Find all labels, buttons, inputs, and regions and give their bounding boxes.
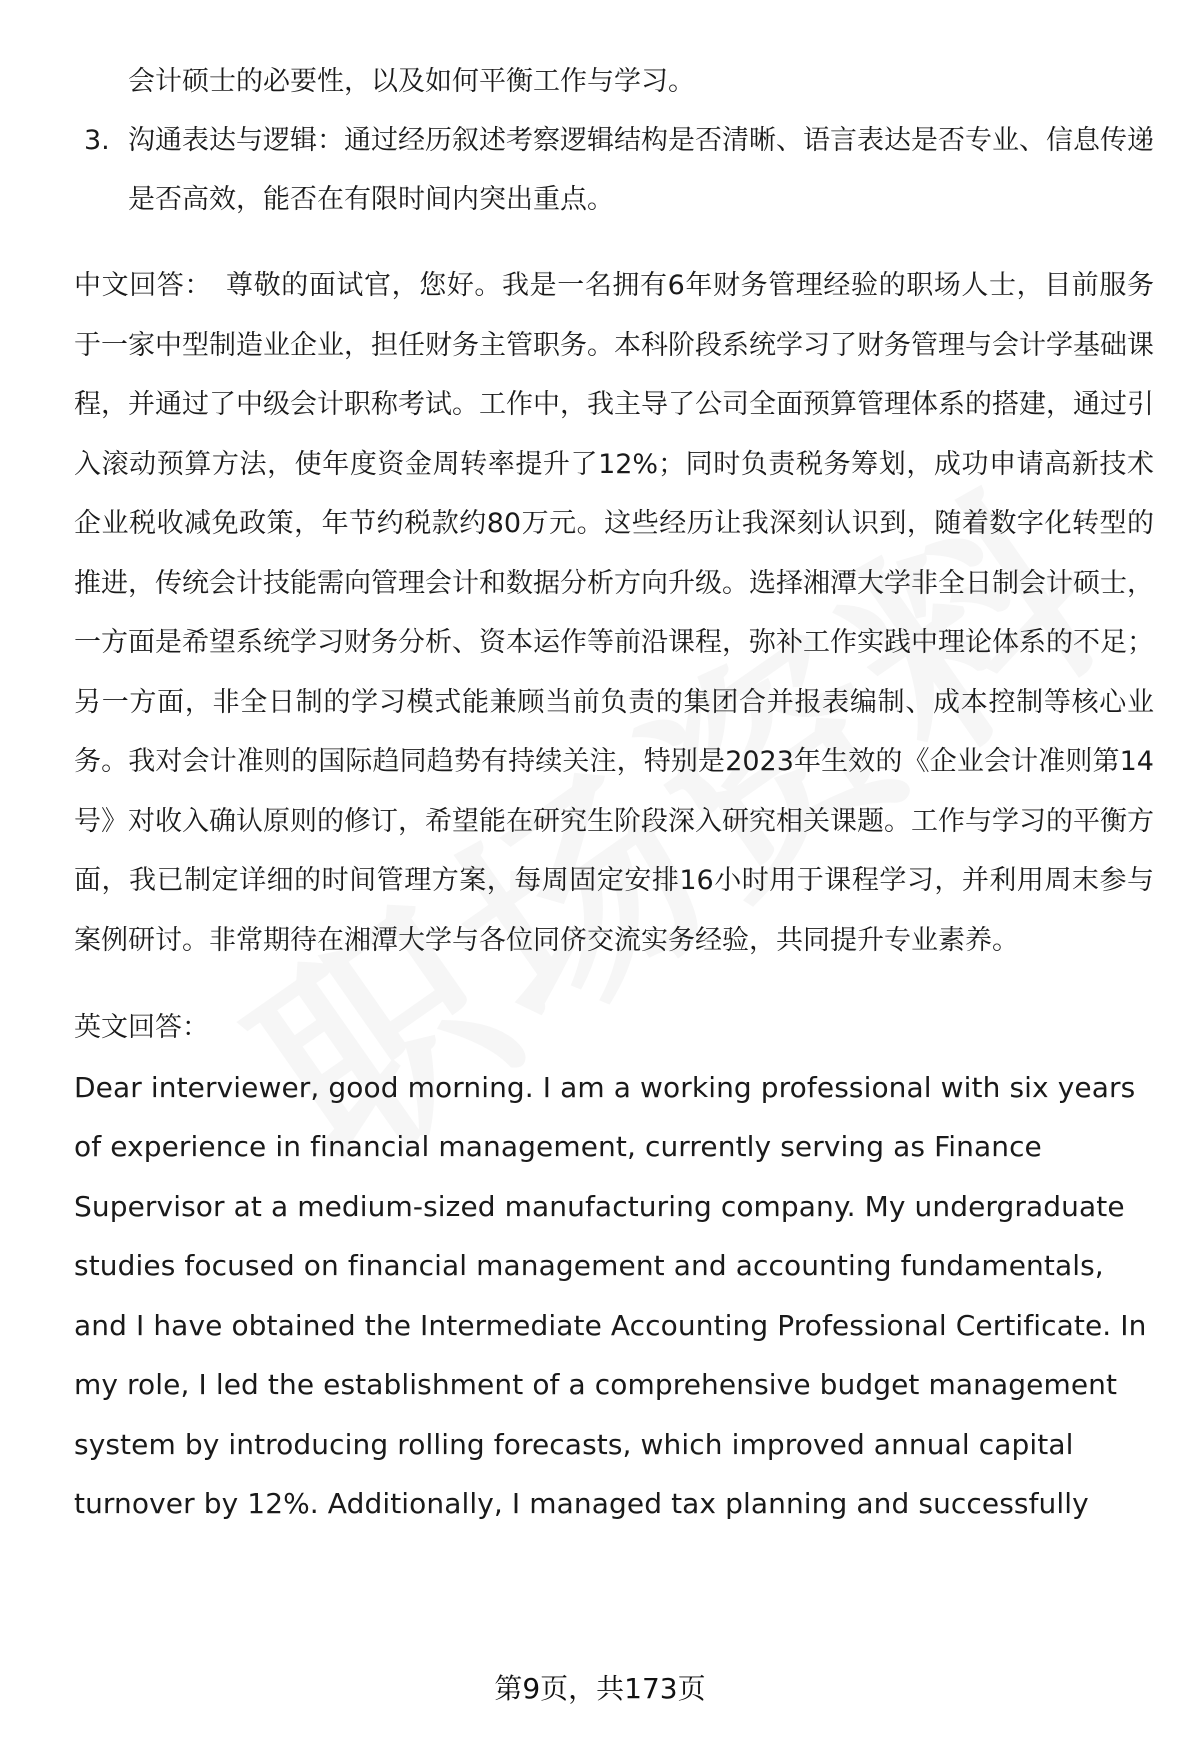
chinese-answer-paragraph	[74, 256, 1154, 970]
page-content	[74, 52, 1154, 1534]
english-answer-label: 英文回答：	[74, 1012, 209, 1043]
list-continuation-text: 会计硕士的必要性，以及如何平衡工作与学习。	[128, 66, 695, 97]
list-item-text: 沟通表达与逻辑：通过经历叙述考察逻辑结构是否清晰、语言表达是否专业、信息传递是否高效，能否在有限时间内突出重点。	[128, 125, 1154, 215]
english-answer-text: Dear interviewer, good morning. I am a working professional with six years of experience in financial management, currently serving as Finance Supervisor at a medium-sized manufacturing company. My undergraduate studies focused on financial management and accounting fundamentals, and I have obtained the Intermediate Accounting Professional Certificate. In my role, I led the establishment of a comprehensive budget management system by introducing rolling forecasts, which improved annual capital turnover by 12%. Additionally, I managed tax planning and successfully	[74, 1070, 1147, 1520]
list-item-3	[74, 111, 1154, 229]
chinese-answer-text: 尊敬的面试官，您好。我是一名拥有6年财务管理经验的职场人士，目前服务于一家中型制造业企业，担任财务主管职务。本科阶段系统学习了财务管理与会计学基础课程，并通过了中级会计职称考试。工作中，我主导了公司全面预算管理体系的搭建，通过引入滚动预算方法，使年度资金周转率提升了12%；同时负责税务筹划，成功申请高新技术企业税收减免政策，年节约税款约80万元。这些经历让我深刻认识到，随着数字化转型的推进，传统会计技能需向管理会计和数据分析方向升级。选择湘潭大学非全日制会计硕士，一方面是希望系统学习财务分析、资本运作等前沿课程，弥补工作实践中理论体系的不足；另一方面，非全日制的学习模式能兼顾当前负责的集团合并报表编制、成本控制等核心业务。我对会计准则的国际趋同趋势有持续关注，特别是2023年生效的《企业会计准则第14号》对收入确认原则的修订，希望能在研究生阶段深入研究相关课题。工作与学习的平衡方面，我已制定详细的时间管理方案，每周固定安排16小时用于课程学习，并利用周末参与案例研讨。非常期待在湘潭大学与各位同侪交流实务经验，共同提升专业素养。	[74, 270, 1155, 956]
list-item-number: 3.	[84, 125, 110, 156]
page-number-footer: 第9页，共173页	[494, 1672, 706, 1705]
chinese-answer-label: 中文回答：	[74, 270, 213, 301]
